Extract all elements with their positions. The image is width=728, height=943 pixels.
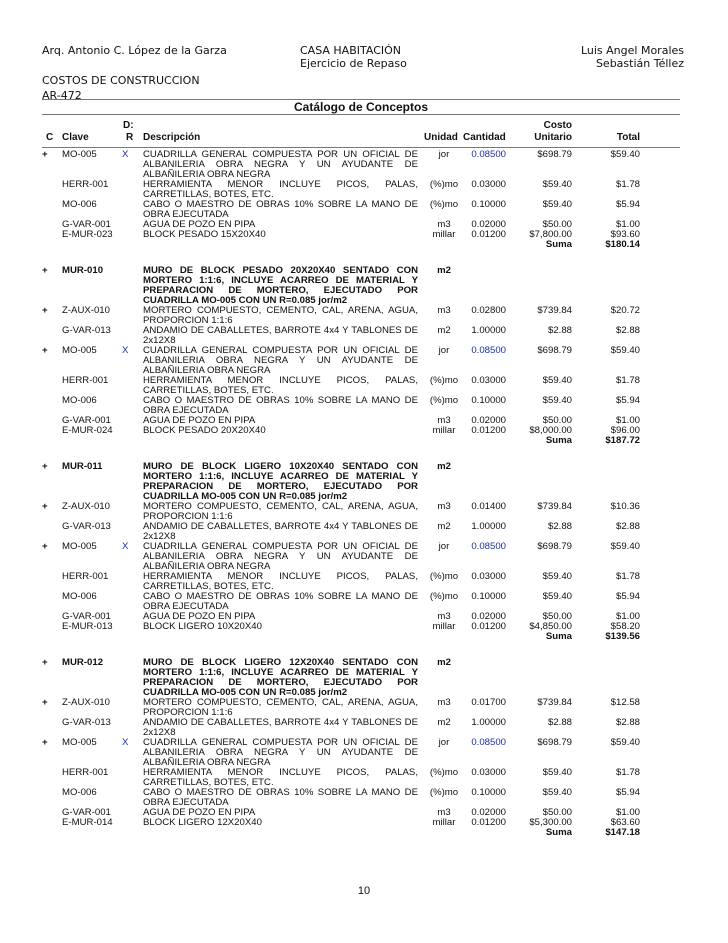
row-cantidad: 1.00000: [471, 717, 506, 728]
row-flag-x: X: [122, 345, 129, 356]
col-costo-bottom: Unitario: [534, 132, 572, 143]
row-total: $59.40: [610, 541, 640, 552]
row-unidad: m3: [437, 219, 451, 230]
row-costo-unitario: $8,000.00: [529, 425, 572, 436]
row-total: $12.58: [610, 697, 640, 708]
header-center: [300, 44, 440, 70]
row-clave: MO-006: [62, 199, 97, 210]
row-unidad: (%)mo: [429, 767, 459, 778]
suma-row: [42, 436, 682, 446]
row-costo-unitario: $50.00: [542, 807, 572, 818]
row-clave: MO-005: [62, 737, 97, 748]
row-total: $5.94: [615, 395, 640, 406]
row-description: MORTERO COMPUESTO, CEMENTO, CAL, ARENA, AGUA, PROPORCION 1:1:6: [143, 305, 418, 326]
row-clave: MO-005: [62, 345, 97, 356]
row-unidad: m3: [437, 611, 451, 622]
suma-label: Suma: [545, 827, 572, 838]
row-costo-unitario: $59.40: [542, 571, 572, 582]
row-unidad: m3: [437, 697, 451, 708]
row-cantidad: 0.10000: [471, 787, 506, 798]
row-costo-unitario: $59.40: [542, 375, 572, 386]
row-cantidad: 0.03000: [471, 375, 506, 386]
row-costo-unitario: $739.84: [537, 697, 572, 708]
row-costo-unitario: $739.84: [537, 501, 572, 512]
row-description: AGUA DE POZO EN PIPA: [143, 219, 256, 230]
table-row: [42, 718, 682, 738]
row-clave: MO-006: [62, 395, 97, 406]
row-clave: MO-005: [62, 541, 97, 552]
row-cantidad: 0.02000: [471, 219, 506, 230]
row-description: HERRAMIENTA MENOR INCLUYE PICOS, PALAS, CARRETILLAS, BOTES, ETC.: [143, 179, 418, 200]
row-description: ANDAMIO DE CABALLETES, BARROTE 4x4 Y TABLONES DE 2x12X8: [143, 521, 418, 542]
concept-row: [42, 658, 682, 698]
expand-toggle[interactable]: +: [42, 305, 48, 316]
row-unidad: (%)mo: [429, 787, 459, 798]
row-costo-unitario: $698.79: [537, 541, 572, 552]
row-description: BLOCK PESADO 15X20X40: [143, 229, 266, 240]
row-clave: MO-006: [62, 591, 97, 602]
row-total: $5.94: [615, 787, 640, 798]
row-cantidad: 0.08500: [471, 345, 506, 356]
expand-toggle[interactable]: +: [42, 501, 48, 512]
row-unidad: (%)mo: [429, 375, 459, 386]
row-costo-unitario: $59.40: [542, 787, 572, 798]
row-clave: HERR-001: [62, 375, 109, 386]
row-clave: G-VAR-001: [62, 807, 111, 818]
expand-toggle[interactable]: +: [42, 657, 48, 668]
table-row: [42, 698, 682, 718]
suma-value: $180.14: [605, 239, 640, 250]
row-flag-x: X: [122, 737, 129, 748]
row-cantidad: 0.01200: [471, 817, 506, 828]
row-description: CUADRILLA GENERAL COMPUESTA POR UN OFICIAL DE ALBANILERIA OBRA NEGRA Y UN AYUDANTE DE ALBAÑILERIA OBRA NEGRA: [143, 541, 418, 572]
expand-toggle[interactable]: +: [42, 461, 48, 472]
architect-name: Arq. Antonio C. López de la Garza: [42, 44, 227, 57]
row-total: $1.78: [615, 571, 640, 582]
row-cantidad: 0.01400: [471, 501, 506, 512]
row-cantidad: 1.00000: [471, 325, 506, 336]
row-description: AGUA DE POZO EN PIPA: [143, 611, 256, 622]
table-row: [42, 502, 682, 522]
row-costo-unitario: $739.84: [537, 305, 572, 316]
row-costo-unitario: $698.79: [537, 737, 572, 748]
row-costo-unitario: $2.88: [547, 717, 572, 728]
row-cantidad: 0.03000: [471, 767, 506, 778]
row-description: CABO O MAESTRO DE OBRAS 10% SOBRE LA MANO DE OBRA EJECUTADA: [143, 395, 418, 416]
row-description: HERRAMIENTA MENOR INCLUYE PICOS, PALAS, CARRETILLAS, BOTES, ETC.: [143, 571, 418, 592]
row-cantidad: 0.08500: [471, 737, 506, 748]
page-number: 10: [357, 885, 371, 897]
expand-toggle[interactable]: +: [42, 149, 48, 160]
row-total: $5.94: [615, 199, 640, 210]
row-cantidad: 0.02000: [471, 415, 506, 426]
col-total: Total: [616, 132, 640, 143]
row-flag-x: X: [122, 541, 129, 552]
row-clave: G-VAR-013: [62, 717, 111, 728]
table-row: [42, 738, 682, 768]
row-total: $96.00: [610, 425, 640, 436]
row-description: AGUA DE POZO EN PIPA: [143, 807, 256, 818]
table-row: [42, 220, 682, 230]
concept-description: MURO DE BLOCK LIGERO 10X20X40 SENTADO CON MORTERO 1:1:6, INCLUYE ACARREO DE MATERIAL Y PREPARACION DE MORTERO, EJECUTADO POR CUADRILLA MO-005 CON UN R=0.085 jor/m2: [143, 461, 418, 502]
row-total: $93.60: [610, 229, 640, 240]
concept-unidad: m2: [437, 657, 451, 668]
table-row: [42, 200, 682, 220]
row-clave: HERR-001: [62, 571, 109, 582]
author-1: Luis Angel Morales: [580, 44, 684, 57]
row-costo-unitario: $50.00: [542, 611, 572, 622]
row-description: BLOCK PESADO 20X20X40: [143, 425, 266, 436]
row-total: $58.20: [610, 621, 640, 632]
course-name: COSTOS DE CONSTRUCCION: [42, 74, 200, 87]
table-row: [42, 522, 682, 542]
row-total: $1.00: [615, 611, 640, 622]
row-cantidad: 0.08500: [471, 541, 506, 552]
header-left: [42, 44, 227, 57]
row-clave: G-VAR-013: [62, 521, 111, 532]
concept-row: [42, 462, 682, 502]
row-total: $1.78: [615, 375, 640, 386]
table-row: [42, 396, 682, 416]
concept-group: [42, 658, 682, 838]
concept-clave: MUR-010: [62, 265, 104, 276]
concept-description: MURO DE BLOCK PESADO 20X20X40 SENTADO CON MORTERO 1:1:6, INCLUYE ACARREO DE MATERIAL Y PREPARACION DE MORTERO, EJECUTADO POR CUADRILLA MO-005 CON UN R=0.085 jor/m2: [143, 265, 418, 306]
row-costo-unitario: $4,850.00: [529, 621, 572, 632]
catalog-title: Catálogo de Conceptos: [42, 99, 680, 114]
row-description: HERRAMIENTA MENOR INCLUYE PICOS, PALAS, CARRETILLAS, BOTES, ETC.: [143, 767, 418, 788]
row-clave: G-VAR-013: [62, 325, 111, 336]
row-unidad: (%)mo: [429, 571, 459, 582]
course-block: [42, 74, 200, 102]
table-row: [42, 612, 682, 622]
concept-unidad: m2: [437, 461, 451, 472]
row-unidad: (%)mo: [429, 591, 459, 602]
row-costo-unitario: $698.79: [537, 345, 572, 356]
concept-group: [42, 150, 682, 250]
exercise-title: Ejercicio de Repaso: [300, 57, 407, 70]
author-2: Sebastián Téllez: [595, 57, 684, 70]
row-unidad: (%)mo: [429, 395, 459, 406]
row-costo-unitario: $50.00: [542, 219, 572, 230]
row-unidad: m2: [437, 325, 451, 336]
row-clave: G-VAR-001: [62, 415, 111, 426]
concept-unidad: m2: [437, 265, 451, 276]
row-costo-unitario: $59.40: [542, 395, 572, 406]
row-total: $63.60: [610, 817, 640, 828]
row-cantidad: 0.03000: [471, 179, 506, 190]
col-unidad: Unidad: [424, 132, 458, 143]
col-cantidad: Cantidad: [463, 132, 506, 143]
row-cantidad: 0.01200: [471, 229, 506, 240]
row-total: $10.36: [610, 501, 640, 512]
row-cantidad: 1.00000: [471, 521, 506, 532]
row-total: $1.00: [615, 219, 640, 230]
suma-value: $147.18: [605, 827, 640, 838]
table-row: [42, 572, 682, 592]
row-total: $20.72: [610, 305, 640, 316]
col-dr-top: D:: [123, 120, 134, 131]
table-row: [42, 808, 682, 818]
col-descripcion: Descripción: [143, 132, 201, 143]
col-costo-top: Costo: [543, 120, 572, 131]
row-costo-unitario: $59.40: [542, 199, 572, 210]
table-row: [42, 230, 682, 240]
row-total: $2.88: [615, 521, 640, 532]
row-clave: MO-005: [62, 149, 97, 160]
table-row: [42, 622, 682, 632]
row-description: CUADRILLA GENERAL COMPUESTA POR UN OFICIAL DE ALBANILERIA OBRA NEGRA Y UN AYUDANTE DE ALBAÑILERIA OBRA NEGRA: [143, 737, 418, 768]
table-row: [42, 818, 682, 828]
row-unidad: m2: [437, 521, 451, 532]
row-unidad: millar: [432, 621, 456, 632]
row-description: MORTERO COMPUESTO, CEMENTO, CAL, ARENA, AGUA, PROPORCION 1:1:6: [143, 697, 418, 718]
row-cantidad: 0.10000: [471, 395, 506, 406]
table-row: [42, 180, 682, 200]
table-row: [42, 326, 682, 346]
row-description: ANDAMIO DE CABALLETES, BARROTE 4x4 Y TABLONES DE 2x12X8: [143, 325, 418, 346]
suma-label: Suma: [545, 239, 572, 250]
row-total: $1.00: [615, 415, 640, 426]
row-description: CABO O MAESTRO DE OBRAS 10% SOBRE LA MANO DE OBRA EJECUTADA: [143, 199, 418, 220]
row-unidad: m3: [437, 305, 451, 316]
suma-value: $187.72: [605, 435, 640, 446]
concept-group: [42, 462, 682, 642]
row-clave: Z-AUX-010: [62, 305, 110, 316]
suma-row: [42, 828, 682, 838]
suma-value: $139.56: [605, 631, 640, 642]
suma-label: Suma: [545, 631, 572, 642]
row-cantidad: 0.10000: [471, 591, 506, 602]
row-clave: E-MUR-024: [62, 425, 113, 436]
suma-row: [42, 240, 682, 250]
row-total: $1.00: [615, 807, 640, 818]
concept-clave: MUR-012: [62, 657, 104, 668]
row-costo-unitario: $698.79: [537, 149, 572, 160]
row-total: $59.40: [610, 149, 640, 160]
table-row: [42, 426, 682, 436]
row-cantidad: 0.02000: [471, 807, 506, 818]
project-title: CASA HABITACIÓN: [300, 44, 402, 57]
row-unidad: m3: [437, 415, 451, 426]
table-row: [42, 376, 682, 396]
row-costo-unitario: $7,800.00: [529, 229, 572, 240]
row-total: $5.94: [615, 591, 640, 602]
row-unidad: m3: [437, 807, 451, 818]
row-costo-unitario: $59.40: [542, 179, 572, 190]
header-right: [520, 44, 684, 70]
suma-label: Suma: [545, 435, 572, 446]
row-clave: HERR-001: [62, 767, 109, 778]
table-row: [42, 416, 682, 426]
row-unidad: (%)mo: [429, 199, 459, 210]
row-unidad: (%)mo: [429, 179, 459, 190]
concept-group: [42, 266, 682, 446]
row-cantidad: 0.02800: [471, 305, 506, 316]
expand-toggle[interactable]: +: [42, 737, 48, 748]
column-header: [42, 114, 680, 148]
row-costo-unitario: $59.40: [542, 591, 572, 602]
row-costo-unitario: $59.40: [542, 767, 572, 778]
row-unidad: jor: [438, 541, 450, 552]
row-clave: G-VAR-001: [62, 219, 111, 230]
row-clave: E-MUR-023: [62, 229, 113, 240]
row-total: $1.78: [615, 767, 640, 778]
row-cantidad: 0.01200: [471, 425, 506, 436]
row-total: $2.88: [615, 325, 640, 336]
row-costo-unitario: $5,300.00: [529, 817, 572, 828]
row-description: CUADRILLA GENERAL COMPUESTA POR UN OFICIAL DE ALBANILERIA OBRA NEGRA Y UN AYUDANTE DE ALBAÑILERIA OBRA NEGRA: [143, 149, 418, 180]
row-description: HERRAMIENTA MENOR INCLUYE PICOS, PALAS, CARRETILLAS, BOTES, ETC.: [143, 375, 418, 396]
table-row: [42, 306, 682, 326]
row-unidad: jor: [438, 149, 450, 160]
row-flag-x: X: [122, 149, 129, 160]
row-cantidad: 0.01700: [471, 697, 506, 708]
col-c: C: [46, 132, 54, 143]
row-cantidad: 0.10000: [471, 199, 506, 210]
row-cantidad: 0.03000: [471, 571, 506, 582]
concept-table: [42, 150, 682, 854]
expand-toggle[interactable]: +: [42, 345, 48, 356]
row-unidad: jor: [438, 345, 450, 356]
row-description: CUADRILLA GENERAL COMPUESTA POR UN OFICIAL DE ALBANILERIA OBRA NEGRA Y UN AYUDANTE DE ALBAÑILERIA OBRA NEGRA: [143, 345, 418, 376]
row-description: CABO O MAESTRO DE OBRAS 10% SOBRE LA MANO DE OBRA EJECUTADA: [143, 787, 418, 808]
col-clave: Clave: [62, 132, 89, 143]
table-row: [42, 788, 682, 808]
row-total: $59.40: [610, 345, 640, 356]
table-row: [42, 542, 682, 572]
row-unidad: m3: [437, 501, 451, 512]
concept-clave: MUR-011: [62, 461, 103, 472]
row-unidad: m2: [437, 717, 451, 728]
row-clave: Z-AUX-010: [62, 501, 110, 512]
row-unidad: jor: [438, 737, 450, 748]
row-cantidad: 0.02000: [471, 611, 506, 622]
row-description: BLOCK LIGERO 12X20X40: [143, 817, 262, 828]
expand-toggle[interactable]: +: [42, 265, 48, 276]
row-total: $59.40: [610, 737, 640, 748]
table-row: [42, 768, 682, 788]
row-clave: G-VAR-001: [62, 611, 111, 622]
row-clave: Z-AUX-010: [62, 697, 110, 708]
expand-toggle[interactable]: +: [42, 541, 48, 552]
suma-row: [42, 632, 682, 642]
row-costo-unitario: $50.00: [542, 415, 572, 426]
course-code: AR-472: [42, 89, 82, 102]
row-costo-unitario: $2.88: [547, 325, 572, 336]
row-clave: E-MUR-014: [62, 817, 113, 828]
row-cantidad: 0.08500: [471, 149, 506, 160]
row-description: MORTERO COMPUESTO, CEMENTO, CAL, ARENA, AGUA, PROPORCION 1:1:6: [143, 501, 418, 522]
table-row: [42, 150, 682, 180]
row-total: $1.78: [615, 179, 640, 190]
table-row: [42, 592, 682, 612]
expand-toggle[interactable]: +: [42, 697, 48, 708]
row-costo-unitario: $2.88: [547, 521, 572, 532]
col-dr-bottom: R: [126, 132, 134, 143]
concept-row: [42, 266, 682, 306]
row-total: $2.88: [615, 717, 640, 728]
concept-description: MURO DE BLOCK LIGERO 12X20X40 SENTADO CON MORTERO 1:1:6, INCLUYE ACARREO DE MATERIAL Y PREPARACION DE MORTERO, EJECUTADO POR CUADRILLA MO-005 CON UN R=0.085 jor/m2: [143, 657, 418, 698]
row-description: ANDAMIO DE CABALLETES, BARROTE 4x4 Y TABLONES DE 2x12X8: [143, 717, 418, 738]
row-clave: E-MUR-013: [62, 621, 113, 632]
row-unidad: millar: [432, 425, 456, 436]
row-clave: HERR-001: [62, 179, 109, 190]
row-unidad: millar: [432, 229, 456, 240]
row-clave: MO-006: [62, 787, 97, 798]
row-description: BLOCK LIGERO 10X20X40: [143, 621, 262, 632]
row-description: CABO O MAESTRO DE OBRAS 10% SOBRE LA MANO DE OBRA EJECUTADA: [143, 591, 418, 612]
row-cantidad: 0.01200: [471, 621, 506, 632]
row-unidad: millar: [432, 817, 456, 828]
table-row: [42, 346, 682, 376]
row-description: AGUA DE POZO EN PIPA: [143, 415, 256, 426]
